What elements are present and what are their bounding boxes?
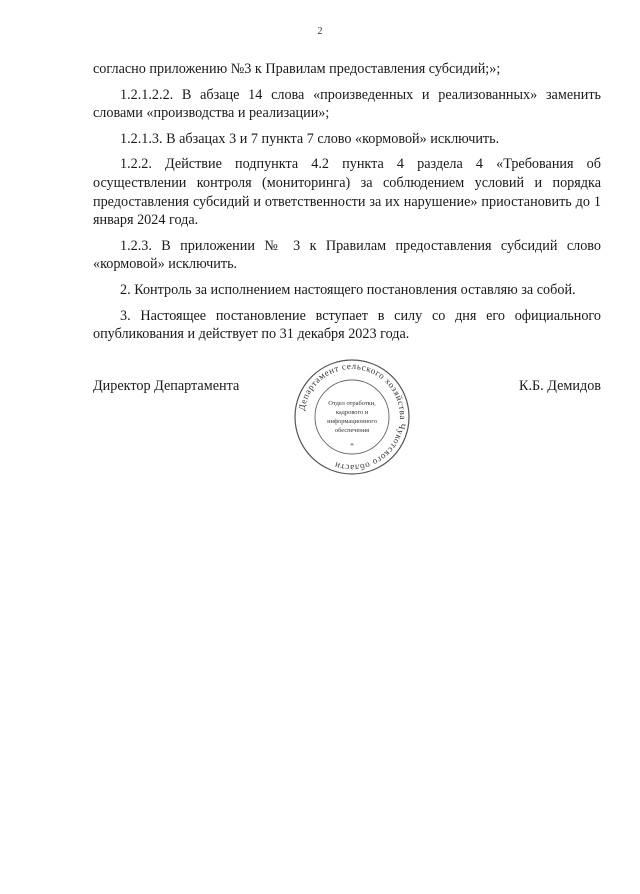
page-number: 2: [317, 26, 323, 37]
seal-inner-line-4: обеспечения: [334, 427, 370, 434]
paragraph-1: согласно приложению №3 к Правилам предоставления субсидий;»;: [93, 61, 501, 77]
signer-name: К.Б. Демидов: [519, 378, 601, 394]
signer-position: Директор Департамента: [93, 378, 240, 394]
paragraph-3: 1.2.1.3. В абзацах 3 и 7 пункта 7 слово «кормовой» исключить.: [120, 130, 500, 147]
seal-star-icon: *: [350, 442, 354, 450]
signature-block: [93, 358, 601, 478]
official-seal-stamp: [293, 358, 411, 476]
paragraph-4: 1.2.2. Действие подпункта 4.2 пункта 4 раздела 4 «Требования об осуществлении контроля (мониторинга) за соблюдением условий и порядка предоставления субсидий и ответственности за их нарушение» приостановить до 1 января 2024 года.: [93, 156, 601, 229]
seal-inner-line-3: информационного: [327, 418, 377, 425]
paragraph-7: 3. Настоящее постановление вступает в силу со дня его официального опубликования и действует по 31 декабря 2023 года.: [93, 307, 601, 343]
seal-outer-text: Департамент сельского хозяйства Чукотского области: [296, 360, 409, 474]
paragraph-2: 1.2.1.2.2. В абзаце 14 слова «произведенных и реализованных» заменить словами «производства и реализации»;: [93, 86, 601, 122]
document-body: [93, 60, 601, 351]
seal-inner-line-2: кадрового и: [335, 409, 369, 416]
seal-inner-line-1: Отдел отработки,: [328, 400, 376, 407]
seal-outer-ring: [295, 360, 409, 474]
seal-graphic: [293, 358, 411, 476]
paragraph-6: 2. Контроль за исполнением настоящего постановления оставляю за собой.: [120, 281, 576, 298]
paragraph-5: 1.2.3. В приложении № 3 к Правилам предоставления субсидий слово «кормовой» исключить.: [93, 237, 601, 273]
